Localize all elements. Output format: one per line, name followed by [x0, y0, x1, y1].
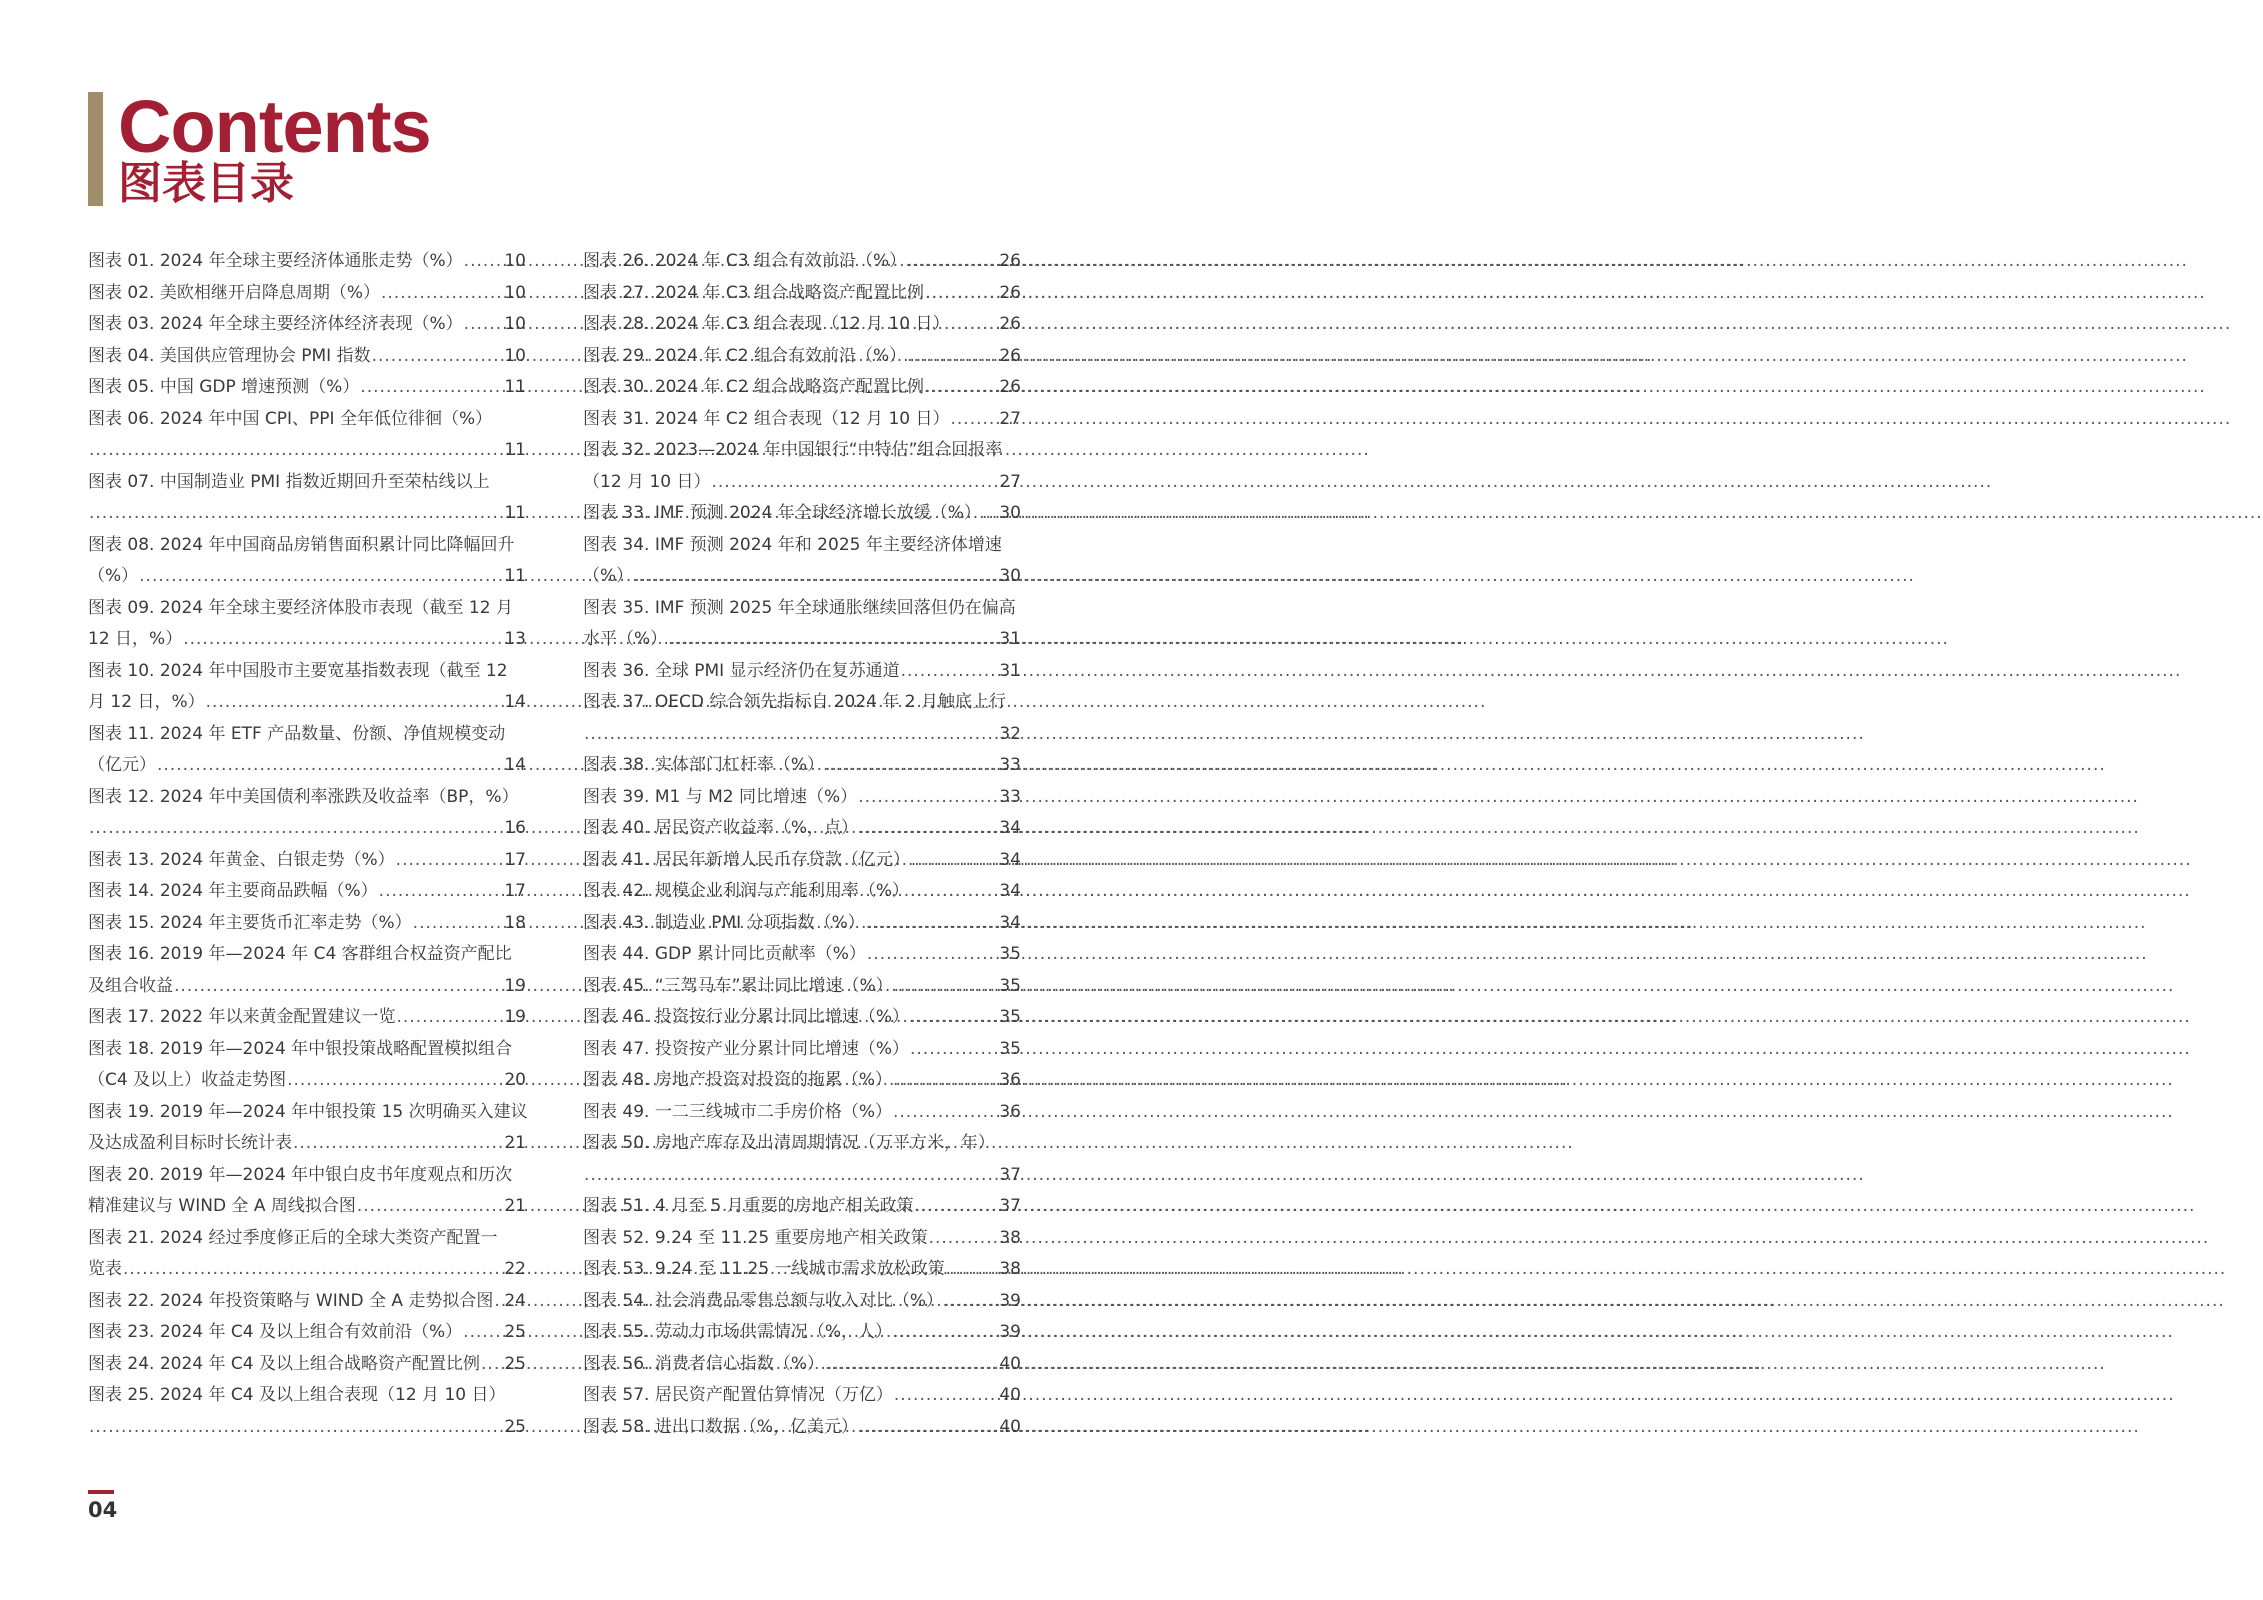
toc-entry-title: 12 日，%）: [88, 629, 183, 649]
toc-entry[interactable]: [583, 719, 1021, 751]
toc-dot-leader: [825, 750, 998, 782]
toc-entry-page: 11: [504, 566, 526, 586]
toc-entry[interactable]: [583, 1286, 1021, 1318]
toc-dot-leader: [910, 1034, 998, 1066]
toc-entry: [88, 719, 526, 751]
toc-entry-title: 图表 32. 2023—2024 年中国银行“中特估”组合回报率: [583, 440, 1003, 460]
toc-entry-title: 图表 45. “三驾马车”累计同比增速（%）: [583, 975, 893, 996]
page-title-english: Contents: [118, 85, 431, 168]
toc-entry-page: 33: [999, 786, 1021, 807]
toc-entry: [88, 467, 526, 499]
toc-entry-page: 26: [999, 345, 1021, 366]
toc-dot-leader: [89, 435, 503, 467]
page-title-chinese: 图表目录: [118, 158, 294, 209]
toc-entry-title: 图表 48. 房地产投资对投资的拖累（%）: [583, 1070, 892, 1090]
toc-entry-title: 图表 52. 9.24 至 11.25 重要房地产相关政策: [583, 1227, 928, 1248]
toc-entry-page: 19: [504, 1007, 526, 1027]
toc-entry-page: 10: [504, 314, 526, 334]
toc-entry-page: 17: [504, 881, 526, 901]
toc-entry-page: 32: [999, 723, 1021, 744]
toc-entry-page: 10: [504, 282, 526, 303]
toc-entry-page: 20: [504, 1070, 526, 1090]
toc-entry-page: 25: [504, 1416, 526, 1437]
toc-entry-title: 图表 27. 2024 年 C3 组合战略资产配置比例: [583, 282, 925, 303]
toc-entry[interactable]: [88, 750, 526, 782]
toc-dot-leader: [481, 1349, 503, 1381]
toc-entry[interactable]: [88, 561, 526, 593]
toc-entry-title: 图表 09. 2024 年全球主要经济体股市表现（截至 12 月: [88, 597, 513, 618]
toc-entry[interactable]: [88, 1191, 526, 1223]
toc-entry-page: 40: [999, 1416, 1021, 1437]
toc-entry[interactable]: [88, 1065, 526, 1097]
toc-entry-page: 33: [999, 755, 1021, 775]
toc-entry-title: 图表 10. 2024 年中国股市主要宽基指数表现（截至 12: [88, 660, 508, 681]
toc-entry-page: 18: [504, 912, 526, 933]
toc-dot-leader: [157, 750, 503, 782]
toc-entry[interactable]: [88, 1286, 526, 1318]
footer-accent-mark: [88, 1490, 114, 1494]
toc-entry-page: 25: [504, 1353, 526, 1374]
toc-entry[interactable]: [583, 876, 1021, 908]
toc-entry-page: 35: [999, 975, 1021, 996]
toc-entry-title: 图表 58. 进出口数据（%，亿美元）: [583, 1416, 858, 1437]
toc-dot-leader: [894, 971, 999, 1003]
toc-dot-leader: [944, 1286, 998, 1318]
toc-entry-title: 图表 43. 制造业 PMI 分项指数（%）: [583, 912, 865, 933]
toc-dot-leader: [950, 309, 998, 341]
toc-entry-title: 图表 21. 2024 经过季度修正后的全球大类资产配置一: [88, 1227, 498, 1248]
toc-entry-page: 40: [999, 1385, 1021, 1405]
toc-entry-title: 图表 04. 美国供应管理协会 PMI 指数: [88, 345, 371, 366]
toc-entry: [88, 1097, 526, 1129]
toc-entry[interactable]: [88, 845, 526, 877]
toc-dot-leader: [174, 971, 503, 1003]
toc-entry-title: 图表 51. 4 月至 5 月重要的房地产相关政策: [583, 1196, 914, 1216]
toc-entry[interactable]: [583, 1412, 1021, 1444]
toc-entry[interactable]: [583, 939, 1021, 971]
toc-entry-title: 图表 03. 2024 年全球主要经济体经济表现（%）: [88, 314, 463, 334]
toc-entry[interactable]: [583, 813, 1021, 845]
toc-entry-page: 35: [999, 1007, 1021, 1027]
toc-dot-leader: [464, 309, 504, 341]
toc-entry: [583, 435, 1021, 467]
toc-entry[interactable]: [88, 1002, 526, 1034]
toc-entry[interactable]: [583, 467, 1021, 499]
toc-entry-title: 图表 13. 2024 年黄金、白银走势（%）: [88, 849, 395, 870]
toc-entry: [583, 530, 1021, 562]
toc-entry[interactable]: [88, 876, 526, 908]
toc-entry[interactable]: [88, 498, 526, 530]
toc-dot-leader: [893, 1097, 998, 1129]
toc-entry-title: 图表 08. 2024 年中国商品房销售面积累计同比降幅回升: [88, 534, 515, 555]
toc-entry-page: 26: [999, 377, 1021, 397]
toc-dot-leader: [381, 278, 503, 310]
toc-entry-page: 11: [504, 503, 526, 523]
toc-entry-title: 图表 34. IMF 预测 2024 年和 2025 年主要经济体增速: [583, 534, 1002, 555]
toc-dot-leader: [911, 845, 999, 877]
toc-entry-title: 图表 30. 2024 年 C2 组合战略资产配置比例: [583, 377, 925, 397]
toc-entry-page: 14: [504, 755, 526, 775]
toc-entry: [88, 1160, 526, 1192]
toc-dot-leader: [925, 372, 998, 404]
toc-entry[interactable]: [583, 498, 1021, 530]
toc-entry[interactable]: [88, 372, 526, 404]
toc-entry[interactable]: [583, 1160, 1021, 1192]
toc-dot-leader: [89, 813, 503, 845]
toc-entry-title: 水平（%）: [583, 629, 668, 649]
toc-dot-leader: [494, 1286, 503, 1318]
toc-entry-page: 34: [999, 912, 1021, 933]
toc-entry[interactable]: [583, 656, 1021, 688]
toc-entry-page: 38: [999, 1227, 1021, 1248]
toc-entry-page: 26: [999, 251, 1021, 271]
toc-entry-page: 36: [999, 1101, 1021, 1122]
toc-dot-leader: [894, 1380, 999, 1412]
toc-entry-title: （%）: [88, 566, 139, 586]
toc-dot-leader: [293, 1128, 503, 1160]
toc-entry: [583, 687, 1021, 719]
toc-entry[interactable]: [583, 278, 1021, 310]
toc-entry[interactable]: [583, 750, 1021, 782]
toc-entry-page: 31: [999, 660, 1021, 681]
toc-entry-title: 图表 23. 2024 年 C4 及以上组合有效前沿（%）: [88, 1322, 463, 1342]
toc-entry[interactable]: [88, 278, 526, 310]
toc-entry-title: 图表 26. 2024 年 C3 组合有效前沿（%）: [583, 251, 907, 271]
toc-entry-page: 22: [504, 1259, 526, 1279]
toc-entry-title: 图表 46. 投资按行业分累计同比增速（%）: [583, 1007, 909, 1027]
toc-entry[interactable]: [583, 1317, 1021, 1349]
toc-dot-leader: [634, 561, 998, 593]
toc-entry-title: 图表 02. 美欧相继开启降息周期（%）: [88, 282, 380, 303]
toc-dot-leader: [89, 1412, 503, 1444]
toc-entry-title: 图表 06. 2024 年中国 CPI、PPI 全年低位徘徊（%）: [88, 408, 493, 429]
toc-entry-page: 21: [504, 1196, 526, 1216]
toc-entry-title: 图表 39. M1 与 M2 同比增速（%）: [583, 786, 858, 807]
page-number: 04: [88, 1498, 118, 1522]
toc-entry-title: 图表 22. 2024 年投资策略与 WIND 全 A 走势拟合图: [88, 1290, 494, 1311]
toc-dot-leader: [397, 1002, 504, 1034]
toc-entry-title: 图表 14. 2024 年主要商品跌幅（%）: [88, 881, 378, 901]
toc-dot-leader: [584, 1160, 998, 1192]
toc-entry-page: 26: [999, 282, 1021, 303]
toc-entry-page: 25: [504, 1322, 526, 1342]
toc-entry-page: 34: [999, 881, 1021, 901]
toc-entry: [88, 1034, 526, 1066]
toc-entry-page: 39: [999, 1290, 1021, 1311]
toc-dot-leader: [372, 341, 504, 373]
toc-entry-title: 图表 16. 2019 年—2024 年 C4 客群组合权益资产配比: [88, 944, 512, 964]
toc-entry-page: 31: [999, 629, 1021, 649]
toc-dot-leader: [910, 876, 998, 908]
toc-entry-title: 图表 11. 2024 年 ETF 产品数量、份额、净值规模变动: [88, 723, 506, 744]
toc-entry-title: 图表 15. 2024 年主要货币汇率走势（%）: [88, 912, 412, 933]
toc-dot-leader: [901, 656, 999, 688]
toc-entry-title: 图表 54. 社会消费品零售总额与收入对比（%）: [583, 1290, 943, 1311]
toc-dot-leader: [396, 845, 504, 877]
toc-entry-title: 图表 33. IMF 预测 2024 年全球经济增长放缓（%）: [583, 503, 981, 523]
toc-dot-leader: [379, 876, 504, 908]
toc-entry-title: 图表 24. 2024 年 C4 及以上组合战略资产配置比例: [88, 1353, 481, 1374]
toc-entry-page: 34: [999, 849, 1021, 870]
toc-dot-leader: [907, 341, 998, 373]
toc-dot-leader: [825, 1349, 998, 1381]
toc-dot-leader: [950, 404, 998, 436]
title-accent-bar: [88, 92, 103, 206]
toc-dot-leader: [907, 246, 998, 278]
toc-entry[interactable]: [583, 782, 1021, 814]
toc-entry-title: （12 月 10 日）: [583, 471, 711, 492]
toc-entry[interactable]: [88, 1254, 526, 1286]
toc-entry-page: 38: [999, 1259, 1021, 1279]
toc-entry[interactable]: [583, 1380, 1021, 1412]
toc-entry-title: 览表: [88, 1259, 122, 1279]
toc-entry-title: 图表 42. 规模企业利润与产能利用率（%）: [583, 881, 909, 901]
toc-entry-page: 35: [999, 944, 1021, 964]
toc-dot-leader: [360, 372, 503, 404]
toc-entry[interactable]: [88, 246, 526, 278]
toc-entry-title: 图表 07. 中国制造业 PMI 指数近期回升至荣枯线以上: [88, 471, 490, 492]
toc-entry-page: 24: [504, 1290, 526, 1311]
toc-entry-title: 图表 01. 2024 年全球主要经济体通胀走势（%）: [88, 251, 463, 271]
toc-entry-title: 及达成盈利目标时长统计表: [88, 1133, 292, 1153]
toc-entry-title: 图表 53. 9.24 至 11.25 一线城市需求放松政策: [583, 1259, 945, 1279]
toc-entry-title: 图表 29. 2024 年 C2 组合有效前沿（%）: [583, 345, 907, 366]
toc-entry: [88, 404, 526, 436]
toc-entry-title: 图表 38. 实体部门杠杆率（%）: [583, 755, 824, 775]
toc-entry-title: 图表 47. 投资按产业分累计同比增速（%）: [583, 1038, 909, 1059]
toc-entry-page: 16: [504, 818, 526, 838]
toc-entry[interactable]: [88, 813, 526, 845]
toc-entry[interactable]: [583, 624, 1021, 656]
toc-dot-leader: [464, 246, 504, 278]
toc-entry-title: 图表 40. 居民资产收益率（%，点）: [583, 818, 858, 838]
toc-entry: [88, 656, 526, 688]
toc-dot-leader: [89, 498, 503, 530]
toc-entry[interactable]: [88, 1128, 526, 1160]
toc-entry-title: 图表 20. 2019 年—2024 年中银白皮书年度观点和历次: [88, 1164, 513, 1185]
toc-entry[interactable]: [583, 1065, 1021, 1097]
toc-entry-page: 19: [504, 975, 526, 996]
toc-entry-page: 40: [999, 1353, 1021, 1374]
toc-entry-title: 精准建议与 WIND 全 A 周线拟合图: [88, 1196, 356, 1216]
toc-entry-title: 图表 28. 2024 年 C3 组合表现（12 月 10 日）: [583, 314, 950, 334]
toc-dot-leader: [929, 1223, 999, 1255]
toc-entry-page: 14: [504, 692, 526, 712]
toc-entry[interactable]: [88, 624, 526, 656]
toc-dot-leader: [287, 1065, 503, 1097]
toc-entry-title: 图表 44. GDP 累计同比贡献率（%）: [583, 944, 866, 964]
toc-entry-title: 图表 12. 2024 年中美国债利率涨跌及收益率（BP，%）: [88, 786, 519, 807]
toc-entry-title: 图表 37. OECD 综合领先指标自 2024 年 2 月触底上行: [583, 692, 1007, 712]
toc-dot-leader: [413, 908, 504, 940]
toc-entry-page: 26: [999, 314, 1021, 334]
toc-entry-page: 11: [504, 377, 526, 397]
toc-entry-page: 13: [504, 629, 526, 649]
toc-entry-title: 图表 55. 劳动力市场供需情况（%，人）: [583, 1322, 892, 1342]
toc-entry[interactable]: [88, 908, 526, 940]
toc-entry-page: 21: [504, 1133, 526, 1153]
toc-entry[interactable]: [583, 246, 1021, 278]
toc-entry-page: 17: [504, 849, 526, 870]
toc-dot-leader: [123, 1254, 503, 1286]
toc-entry[interactable]: [88, 341, 526, 373]
toc-entry-title: 图表 31. 2024 年 C2 组合表现（12 月 10 日）: [583, 408, 950, 429]
toc-entry[interactable]: [583, 1097, 1021, 1129]
toc-dot-leader: [206, 687, 504, 719]
toc-dot-leader: [668, 624, 998, 656]
toc-entry-page: 27: [999, 471, 1021, 492]
toc-entry[interactable]: [583, 971, 1021, 1003]
toc-entry[interactable]: [88, 1412, 526, 1444]
toc-entry: [88, 939, 526, 971]
toc-entry[interactable]: [583, 341, 1021, 373]
toc-dot-leader: [893, 1317, 998, 1349]
toc-entry: [88, 593, 526, 625]
toc-entry-title: 图表 41. 居民年新增人民币存贷款（亿元）: [583, 849, 910, 870]
toc-entry-title: 月 12 日，%）: [88, 692, 205, 712]
toc-dot-leader: [859, 1412, 998, 1444]
toc-entry-page: 35: [999, 1038, 1021, 1059]
toc-dot-leader: [925, 278, 998, 310]
toc-entry[interactable]: [88, 687, 526, 719]
toc-dot-leader: [910, 1002, 998, 1034]
toc-entry-title: （C4 及以上）收益走势图: [88, 1070, 287, 1090]
toc-entry-page: 10: [504, 345, 526, 366]
toc-entry[interactable]: [88, 309, 526, 341]
toc-entry: [583, 593, 1021, 625]
toc-entry[interactable]: [583, 561, 1021, 593]
toc-entry-title: （亿元）: [88, 755, 156, 775]
toc-entry-title: 图表 56. 消费者信心指数（%）: [583, 1353, 824, 1374]
toc-entry-title: 图表 35. IMF 预测 2025 年全球通胀继续回落但仍在偏高: [583, 597, 1016, 618]
toc-entry[interactable]: [583, 1034, 1021, 1066]
toc-entry[interactable]: [88, 1317, 526, 1349]
toc-dot-leader: [711, 467, 998, 499]
toc-dot-leader: [858, 782, 998, 814]
toc-dot-leader: [982, 498, 998, 530]
toc-entry-page: 30: [999, 503, 1021, 523]
toc-entry-title: 及组合收益: [88, 975, 173, 996]
toc-entry-title: 图表 19. 2019 年—2024 年中银投策 15 次明确买入建议: [88, 1101, 528, 1122]
toc-entry[interactable]: [583, 845, 1021, 877]
toc-entry: [88, 1380, 526, 1412]
toc-entry-title: 图表 05. 中国 GDP 增速预测（%）: [88, 377, 360, 397]
toc-entry[interactable]: [88, 971, 526, 1003]
toc-entry: [583, 1128, 1021, 1160]
toc-entry[interactable]: [583, 309, 1021, 341]
toc-dot-leader: [183, 624, 503, 656]
toc-entry[interactable]: [583, 372, 1021, 404]
toc-entry-title: 图表 57. 居民资产配置估算情况（万亿）: [583, 1385, 893, 1405]
toc-entry-page: 34: [999, 818, 1021, 838]
toc-entry[interactable]: [88, 1349, 526, 1381]
toc-dot-leader: [463, 1317, 503, 1349]
toc-dot-leader: [866, 908, 999, 940]
toc-left-column: [88, 246, 526, 1443]
toc-entry[interactable]: [583, 1191, 1021, 1223]
toc-entry-page: 11: [504, 440, 526, 460]
toc-entry[interactable]: [583, 1223, 1021, 1255]
toc-dot-leader: [867, 939, 998, 971]
toc-dot-leader: [357, 1191, 503, 1223]
toc-dot-leader: [139, 561, 503, 593]
toc-dot-leader: [893, 1065, 998, 1097]
toc-entry-title: 图表 50. 房地产库存及出清周期情况（万平方米，年）: [583, 1133, 995, 1153]
toc-entry-title: 图表 49. 一二三线城市二手房价格（%）: [583, 1101, 892, 1122]
toc-entry-title: 图表 17. 2022 年以来黄金配置建议一览: [88, 1007, 396, 1027]
toc-entry[interactable]: [583, 1254, 1021, 1286]
toc-entry-title: 图表 25. 2024 年 C4 及以上组合表现（12 月 10 日）: [88, 1385, 506, 1405]
toc-entry-page: 37: [999, 1164, 1021, 1185]
toc-entry: [88, 1223, 526, 1255]
toc-entry-title: 图表 36. 全球 PMI 显示经济仍在复苏通道: [583, 660, 900, 681]
toc-entry-title: （%）: [583, 566, 634, 586]
toc-entry[interactable]: [88, 435, 526, 467]
toc-entry-page: 39: [999, 1322, 1021, 1342]
toc-entry-page: 37: [999, 1196, 1021, 1216]
toc-entry[interactable]: [583, 908, 1021, 940]
toc-entry-page: 27: [999, 408, 1021, 429]
toc-entry[interactable]: [583, 1349, 1021, 1381]
toc-dot-leader: [584, 719, 998, 751]
toc-entry-page: 10: [504, 251, 526, 271]
toc-dot-leader: [859, 813, 998, 845]
toc-entry[interactable]: [583, 404, 1021, 436]
toc-dot-leader: [946, 1254, 999, 1286]
toc-entry[interactable]: [583, 1002, 1021, 1034]
toc-entry: [88, 530, 526, 562]
toc-entry-title: 图表 18. 2019 年—2024 年中银投策战略配置模拟组合: [88, 1038, 513, 1059]
toc-entry: [88, 782, 526, 814]
toc-entry-page: 30: [999, 566, 1021, 586]
toc-entry-page: 36: [999, 1070, 1021, 1090]
toc-dot-leader: [915, 1191, 999, 1223]
toc-right-column: [583, 246, 1021, 1443]
